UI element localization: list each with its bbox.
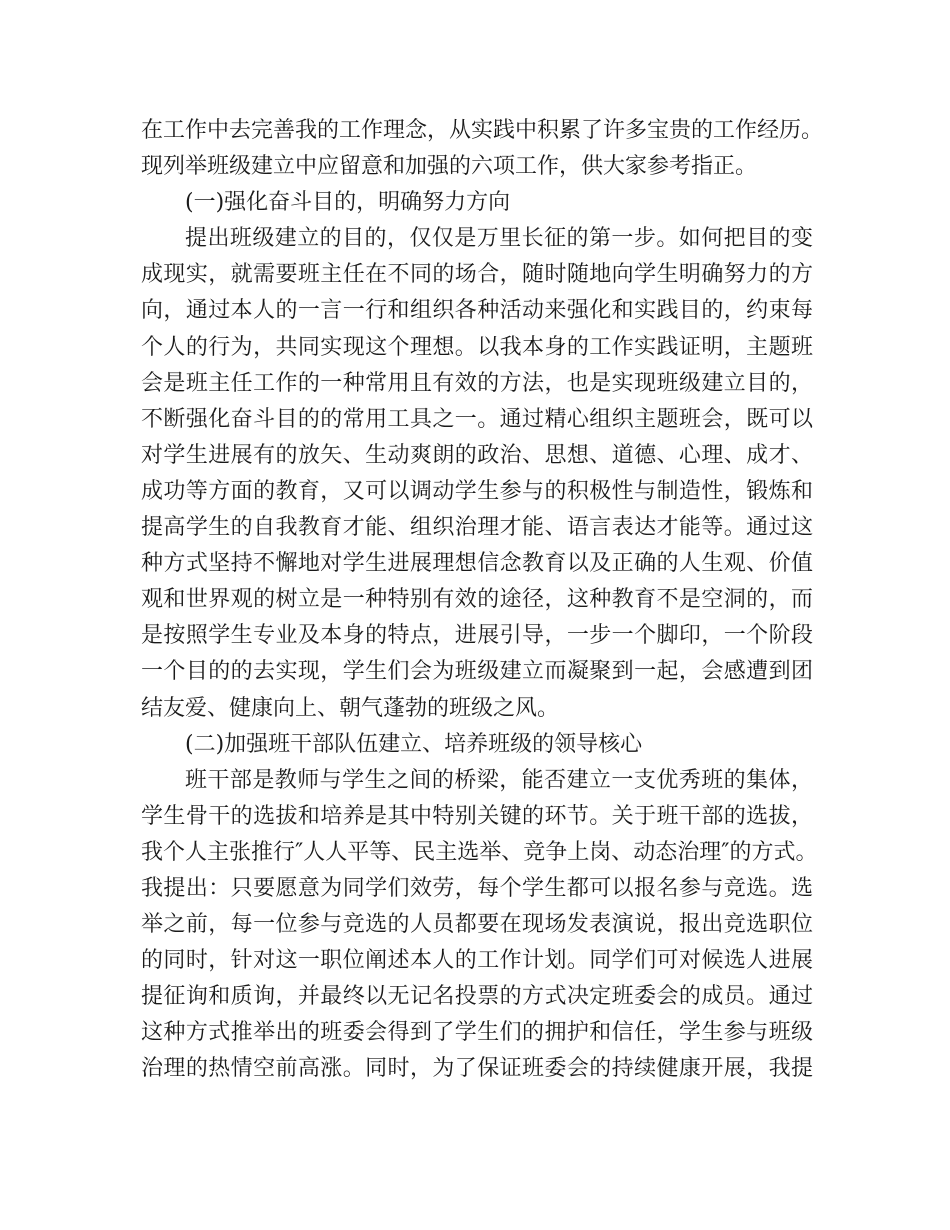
- text-line: 举之前，每一位参与竞选的人员都要在现场发表演说，报出竞选职位: [141, 912, 813, 938]
- text-line: (一)强化奋斗目的，明确努力方向: [185, 190, 511, 216]
- text-line: 不断强化奋斗目的的常用工具之一。通过精心组织主题班会，既可以: [141, 406, 813, 432]
- text-line: 学生骨干的选拔和培养是其中特别关键的环节。关于班干部的选拔，: [141, 803, 813, 829]
- text-line: 对学生进展有的放矢、生动爽朗的政治、思想、道德、心理、成才、: [141, 442, 813, 468]
- text-line: 结友爱、健康向上、朝气蓬勃的班级之风。: [141, 695, 560, 721]
- text-line: 治理的热情空前高涨。同时，为了保证班委会的持续健康开展，我提: [141, 1056, 813, 1082]
- text-line: 在工作中去完善我的工作理念，从实践中积累了许多宝贵的工作经历。: [141, 118, 824, 143]
- text-line: 一个目的的去实现，学生们会为班级建立而凝聚到一起，会感遭到团: [141, 659, 813, 685]
- text-line: 观和世界观的树立是一种特别有效的途径，这种教育不是空洞的，而: [141, 587, 813, 613]
- text-line: 是按照学生专业及本身的特点，进展引导，一步一个脚印，一个阶段: [141, 623, 813, 649]
- text-line: 我个人主张推行″人人平等、民主选举、竞争上岗、动态治理″的方式。: [141, 839, 818, 865]
- text-line: 提出班级建立的目的，仅仅是万里长征的第一步。如何把目的变: [185, 226, 813, 252]
- text-line: 个人的行为，共同实现这个理想。以我本身的工作实践证明，主题班: [141, 334, 813, 360]
- text-line: (二)加强班干部队伍建立、培养班级的领导核心: [185, 731, 643, 757]
- text-line: 提征询和质询，并最终以无记名投票的方式决定班委会的成员。通过: [141, 984, 813, 1010]
- text-line: 会是班主任工作的一种常用且有效的方法，也是实现班级建立目的，: [141, 370, 813, 396]
- text-line: 现列举班级建立中应留意和加强的六项工作，供大家参考指正。: [141, 154, 758, 180]
- text-line: 班干部是教师与学生之间的桥梁，能否建立一支优秀班的集体，: [185, 767, 813, 793]
- text-line: 的同时，针对这一职位阐述本人的工作计划。同学们可对候选人进展: [141, 948, 813, 974]
- text-line: 成功等方面的教育，又可以调动学生参与的积极性与制造性，锻炼和: [141, 478, 813, 504]
- text-line: 种方式坚持不懈地对学生进展理想信念教育以及正确的人生观、价值: [141, 551, 813, 577]
- text-line: 提高学生的自我教育才能、组织治理才能、语言表达才能等。通过这: [141, 515, 813, 541]
- text-line: 成现实，就需要班主任在不同的场合，随时随地向学生明确努力的方: [141, 262, 813, 288]
- text-line: 这种方式推举出的班委会得到了学生们的拥护和信任，学生参与班级: [141, 1020, 813, 1046]
- text-line: 向，通过本人的一言一行和组织各种活动来强化和实践目的，约束每: [141, 298, 813, 324]
- text-line: 我提出：只要愿意为同学们效劳，每个学生都可以报名参与竞选。选: [141, 875, 813, 901]
- document-body: [141, 113, 824, 1088]
